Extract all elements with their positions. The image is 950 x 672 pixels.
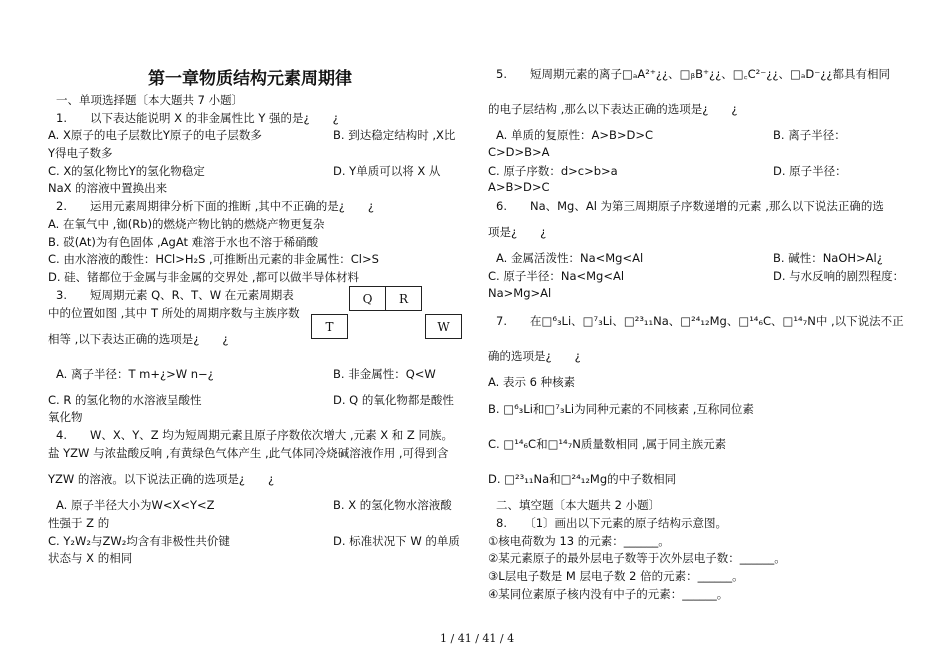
q7-option-d: D. □²³₁₁Na和□²⁴₁₂Mg的中子数相同 bbox=[488, 472, 677, 486]
q8-line-1: 8. 〔1〕画出以下元素的原子结构示意图。 bbox=[496, 516, 728, 530]
q7-line-2: 确的选项是¿ ¿ bbox=[488, 349, 581, 363]
q1-option-c: C. X的氢化物比Y的氢化物稳定 bbox=[48, 164, 205, 178]
q8-item-3: ③L层电子数是 M 层电子数 2 倍的元素：______。 bbox=[488, 569, 744, 583]
q5-line-1: 5. 短周期元素的离子□ₐA²⁺¿¿、□ᵦB⁺¿¿、□꜀C²⁻¿¿、□ₐD⁻¿¿都具有相同 bbox=[496, 67, 891, 81]
q5-option-c: C. 原子序数：d>c>b>a bbox=[488, 164, 618, 178]
section-heading-single-choice: 一、单项选择题〔本大题共 7 小题〕 bbox=[56, 93, 244, 107]
q4-line-1: 4. W、X、Y、Z 均为短周期元素且原子序数依次增大 ,元素 X 和 Z 同族。 bbox=[56, 428, 453, 442]
periodic-cell-r: R bbox=[385, 286, 422, 311]
q4-option-a: A. 原子半径大小为W<X<Y<Z bbox=[56, 498, 215, 512]
document-title: 第一章物质结构元素周期律 bbox=[148, 69, 352, 89]
q4-option-b: B. X 的氢化物水溶液酸 bbox=[333, 498, 452, 512]
q6-option-d: D. 与水反响的剧烈程度： bbox=[773, 269, 905, 283]
q8-item-4: ④某同位素原子核内没有中子的元素：______。 bbox=[488, 587, 729, 601]
q6-line-1: 6. Na、Mg、Al 为第三周期原子序数递增的元素 ,那么以下说法正确的选 bbox=[496, 199, 884, 213]
periodic-cell-w: W bbox=[425, 314, 462, 339]
q6-option-a: A. 金属活泼性：Na<Mg<Al bbox=[496, 251, 644, 265]
q3-option-d-cont: 氧化物 bbox=[48, 410, 83, 424]
q3-line-3: 相等 ,以下表达正确的选项是¿ ¿ bbox=[48, 332, 229, 346]
q3-option-a: A. 离子半径：T m+¿>W n−¿ bbox=[56, 367, 214, 381]
q4-option-d-cont: 状态与 X 的相同 bbox=[48, 551, 133, 565]
q5-option-d: D. 原子半径： bbox=[773, 164, 847, 178]
q8-item-2: ②某元素原子的最外层电子数等于次外层电子数：______。 bbox=[488, 551, 786, 565]
q4-option-d: D. 标准状况下 W 的单质 bbox=[333, 534, 460, 548]
q5-option-b: B. 离子半径： bbox=[773, 128, 846, 142]
q4-option-b-cont: 性强于 Z 的 bbox=[48, 516, 110, 530]
q1-option-d: D. Y单质可以将 X 从 bbox=[333, 164, 441, 178]
q7-line-1: 7. 在□⁶₃Li、□⁷₃Li、□²³₁₁Na、□²⁴₁₂Mg、□¹⁴₆C、□¹⁴₇N中 ,以下说法不正 bbox=[496, 314, 904, 328]
q7-option-a: A. 表示 6 种核素 bbox=[488, 375, 576, 389]
q2-option-d: D. 硅、锗都位于金属与非金属的交界处 ,都可以做半导体材料 bbox=[48, 270, 359, 284]
page-number: 1 / 41 / 41 / 4 bbox=[440, 632, 515, 645]
q5-option-a: A. 单质的复原性：A>B>D>C bbox=[496, 128, 654, 142]
q7-option-c: C. □¹⁴₆C和□¹⁴₇N质量数相同 ,属于同主族元素 bbox=[488, 437, 727, 451]
q3-option-b: B. 非金属性：Q<W bbox=[333, 367, 436, 381]
periodic-cell-q: Q bbox=[349, 286, 386, 311]
q2-option-a: A. 在氧气中 ,铷(Rb)的燃烧产物比钠的燃烧产物更复杂 bbox=[48, 217, 325, 231]
q1-stem: 1. 以下表达能说明 X 的非金属性比 Y 强的是¿ ¿ bbox=[56, 111, 339, 125]
q2-option-b: B. 砹(At)为有色固体 ,AgAt 难溶于水也不溶于稀硝酸 bbox=[48, 235, 319, 249]
q6-option-b: B. 碱性：NaOH>Al¿ bbox=[773, 251, 883, 265]
periodic-cell-t: T bbox=[311, 314, 348, 339]
q1-option-d-cont: NaX 的溶液中置换出来 bbox=[48, 181, 168, 195]
q3-option-d: D. Q 的氧化物都是酸性 bbox=[333, 393, 454, 407]
q4-option-c: C. Y₂W₂与ZW₂均含有非极性共价键 bbox=[48, 534, 230, 548]
q1-option-b-cont: Y得电子数多 bbox=[48, 146, 113, 160]
q3-option-c: C. R 的氢化物的水溶液呈酸性 bbox=[48, 393, 202, 407]
q8-item-1: ①核电荷数为 13 的元素：______。 bbox=[488, 534, 670, 548]
q5-option-b-cont: C>D>B>A bbox=[488, 145, 550, 159]
q4-line-3: YZW 的溶液。以下说法正确的选项是¿ ¿ bbox=[48, 472, 275, 486]
q3-line-1: 3. 短周期元素 Q、R、T、W 在元素周期表 bbox=[56, 288, 294, 302]
q5-line-2: 的电子层结构 ,那么以下表达正确的选项是¿ ¿ bbox=[488, 102, 738, 116]
q2-option-c: C. 由水溶液的酸性：HCl>H₂S ,可推断出元素的非金属性：Cl>S bbox=[48, 252, 379, 266]
section-heading-fill-in: 二、填空题〔本大题共 2 小题〕 bbox=[496, 498, 661, 512]
q5-option-d-cont: A>B>D>C bbox=[488, 180, 550, 194]
q6-option-d-cont: Na>Mg>Al bbox=[488, 286, 552, 300]
q2-stem: 2. 运用元素周期律分析下面的推断 ,其中不正确的是¿ ¿ bbox=[56, 199, 374, 213]
q1-option-a: A. X原子的电子层数比Y原子的电子层数多 bbox=[48, 128, 262, 142]
q6-line-2: 项是¿ ¿ bbox=[488, 225, 547, 239]
q4-line-2: 盐 YZW 与浓盐酸反响 ,有黄绿色气体产生 ,此气体同冷烧碱溶液作用 ,可得到含 bbox=[48, 446, 449, 460]
q3-line-2: 中的位置如图 ,其中 T 所处的周期序数与主族序数 bbox=[48, 306, 300, 320]
q1-option-b: B. 到达稳定结构时 ,X比 bbox=[333, 128, 456, 142]
q6-option-c: C. 原子半径：Na<Mg<Al bbox=[488, 269, 625, 283]
q7-option-b: B. □⁶₃Li和□⁷₃Li为同种元素的不同核素 ,互称同位素 bbox=[488, 402, 754, 416]
